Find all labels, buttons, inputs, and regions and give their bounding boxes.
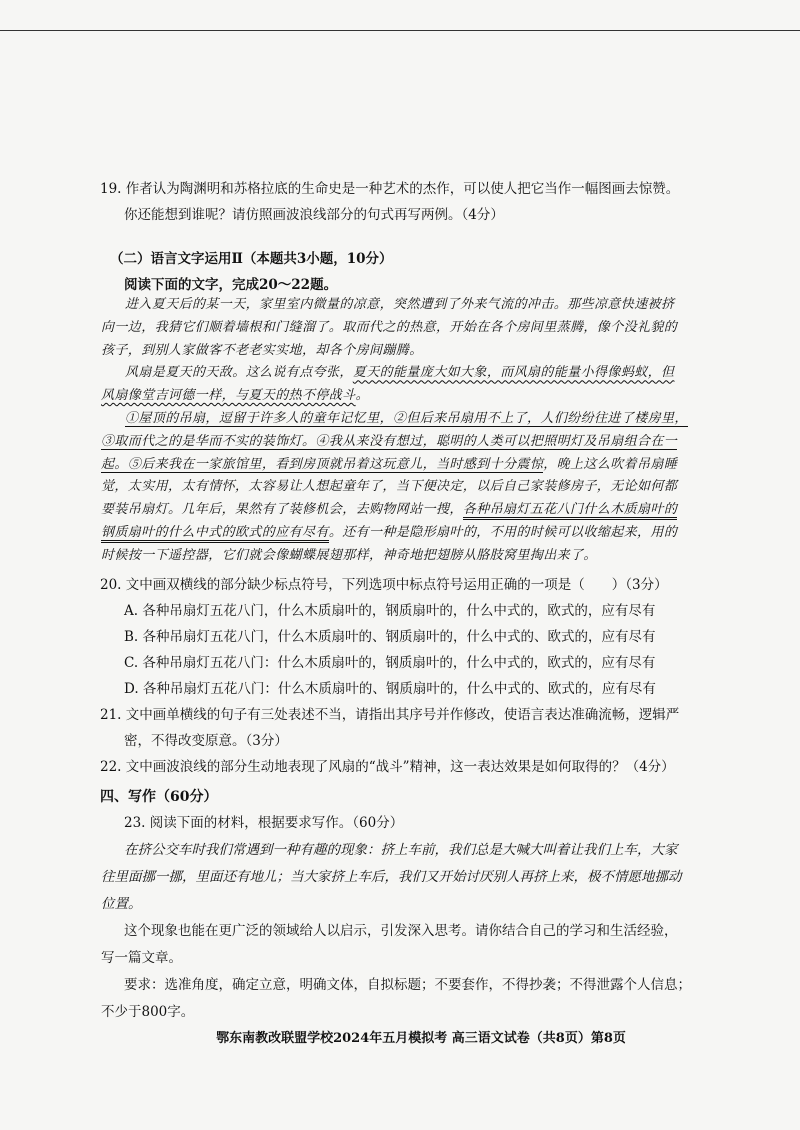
passage-text: ，晚上这么吹着吊扇睡 (543, 456, 678, 472)
underlined-sentence-3: ③取而代之的是华而不实的装饰灯。 (101, 433, 316, 449)
passage-line (0, 499, 800, 522)
passage-line (0, 522, 800, 545)
passage-text: 。还有一种是隐形扇叶的，不用的时候可以收缩起来，用的 (328, 524, 678, 540)
page-footer: 鄂东南教改联盟学校2024年五月模拟考 高三语文试卷（共8页）第8页 (216, 1031, 626, 1046)
q20-stem: 20. 文中画双横线的部分缺少标点符号，下列选项中标点符号运用正确的一项是（ ）（3分） (100, 577, 668, 593)
passage-line: 时候按一下遥控器，它们就会像蝴蝶展翅那样，神奇地把翅膀从胳肢窝里掏出来了。 (101, 547, 597, 563)
passage-line (0, 454, 800, 477)
passage-line: 向一边，我猜它们顺着墙根和门缝溜了。取而代之的热意，开始在各个房间里蒸腾，像个没礼貌的 (101, 319, 678, 335)
passage-line: 觉，太实用，太有情怀，太容易让人想起童年了，当下便决定，以后自己家装修房子，无论如何都 (101, 479, 678, 495)
questions-20-22 (0, 572, 800, 780)
passage-text: 。 (355, 388, 370, 404)
question-19 (0, 176, 800, 228)
passage-line (0, 385, 800, 408)
material-line: 往里面挪一挪，里面还有地儿；当大家挤上车后，我们又开始讨厌别人再挤上来，极不情愿地挪动 (101, 869, 682, 885)
double-underlined-text: 钢质扇叶的什么中式的欧式的应有尽有 (101, 525, 329, 543)
q20-option-b: B. 各种吊扇灯五花八门，什么木质扇叶的、钢质扇叶的，什么中式的、欧式的，应有尽有 (124, 629, 656, 645)
passage-line (0, 362, 800, 385)
wavy-underlined-text: 风扇像堂吉诃德一样，与夏天的热不停战斗 (101, 388, 356, 404)
section-4 (0, 784, 800, 810)
section-2-heading: （二）语言文字运用Ⅱ（本题共3小题，10分） (110, 251, 393, 267)
writing-task (0, 810, 800, 1026)
requirement-line: 写一篇文章。 (101, 950, 182, 966)
q20-option-d: D. 各种吊扇灯五花八门：什么木质扇叶的、钢质扇叶的，什么中式的、欧式的，应有尽有 (124, 681, 656, 697)
q21-line-1: 21. 文中画单横线的句子有三处表述不当，请指出其序号并作修改，使语言表达准确流畅，逻辑严 (100, 707, 680, 723)
passage-line (0, 431, 800, 454)
underlined-sentence-4-end: 起。 (101, 456, 128, 472)
section-4-heading: 四、写作（60分） (100, 789, 218, 805)
q22-line-1: 22. 文中画波浪线的部分生动地表现了风扇的“战斗”精神，这一表达效果是如何取得的？（4分） (100, 759, 675, 775)
material-line: 在挤公交车时我们常遇到一种有趣的现象：挤上车前，我们总是大喊大叫着让我们上车，大家 (124, 842, 678, 858)
underlined-sentence-5: ⑤后来我在一家旅馆里，看到房顶就吊着这玩意儿，当时感到十分震惊 (127, 456, 544, 472)
section-2 (0, 246, 800, 298)
q19-line-2: 你还能想到谁呢？请仿照画波浪线部分的句式再写两例。（4分） (124, 207, 504, 223)
q20-option-c: C. 各种吊扇灯五花八门：什么木质扇叶的，钢质扇叶的，什么中式的，欧式的，应有尽有 (124, 655, 656, 671)
passage-line (0, 408, 800, 431)
reading-passage (0, 294, 800, 568)
passage-text: 要装吊扇灯。几年后，果然有了装修机会，去购物网站一搜， (101, 502, 463, 518)
q19-line-1: 19. 作者认为陶渊明和苏格拉底的生命史是一种艺术的杰作，可以使人把它当作一幅图画去惊赞。 (100, 181, 680, 197)
requirement-line: 要求：选准角度，确定立意，明确文体，自拟标题；不要套作，不得抄袭；不得泄露个人信息； (124, 977, 691, 993)
underlined-sentence-1: ①屋顶的吊扇，逗留于许多人的童年记忆里， (125, 410, 394, 426)
section-2-instruction: 阅读下面的文字，完成20～22题。 (124, 277, 338, 293)
underlined-sentence-4: ④我从来没有想过，聪明的人类可以把照明灯及吊扇组合在一 (315, 433, 678, 449)
passage-line: 孩子，到别人家做客不老老实实地，却各个房间蹦腾。 (101, 342, 423, 358)
double-underlined-text: 各种吊扇灯五花八门什么木质扇叶的 (463, 502, 677, 520)
q20-option-a: A. 各种吊扇灯五花八门，什么木质扇叶的，钢质扇叶的，什么中式的，欧式的，应有尽有 (124, 603, 656, 619)
writing-prompt: 23. 阅读下面的材料，根据要求写作。（60分） (124, 815, 404, 831)
requirement-line: 不少于800字。 (101, 1004, 195, 1020)
wavy-underlined-text: 夏天的能量庞大如大象，而风扇的能量小得像蚂蚁，但 (352, 365, 675, 381)
passage-text: 风扇是夏天的天敌。这么说有点夸张， (125, 365, 353, 381)
top-rule (0, 30, 800, 31)
requirement-line: 这个现象也能在更广泛的领域给人以启示，引发深入思考。请你结合自己的学习和生活经验， (124, 923, 678, 939)
q21-line-2: 密，不得改变原意。（3分） (124, 733, 288, 749)
underlined-sentence-2: ②但后来吊扇用不上了，人们纷纷往进了楼房里， (393, 410, 688, 426)
passage-line: 进入夏天后的某一天，家里室内微量的凉意，突然遭到了外来气流的冲击。那些凉意快速被挤 (125, 297, 675, 312)
material-line: 位置。 (101, 896, 142, 912)
